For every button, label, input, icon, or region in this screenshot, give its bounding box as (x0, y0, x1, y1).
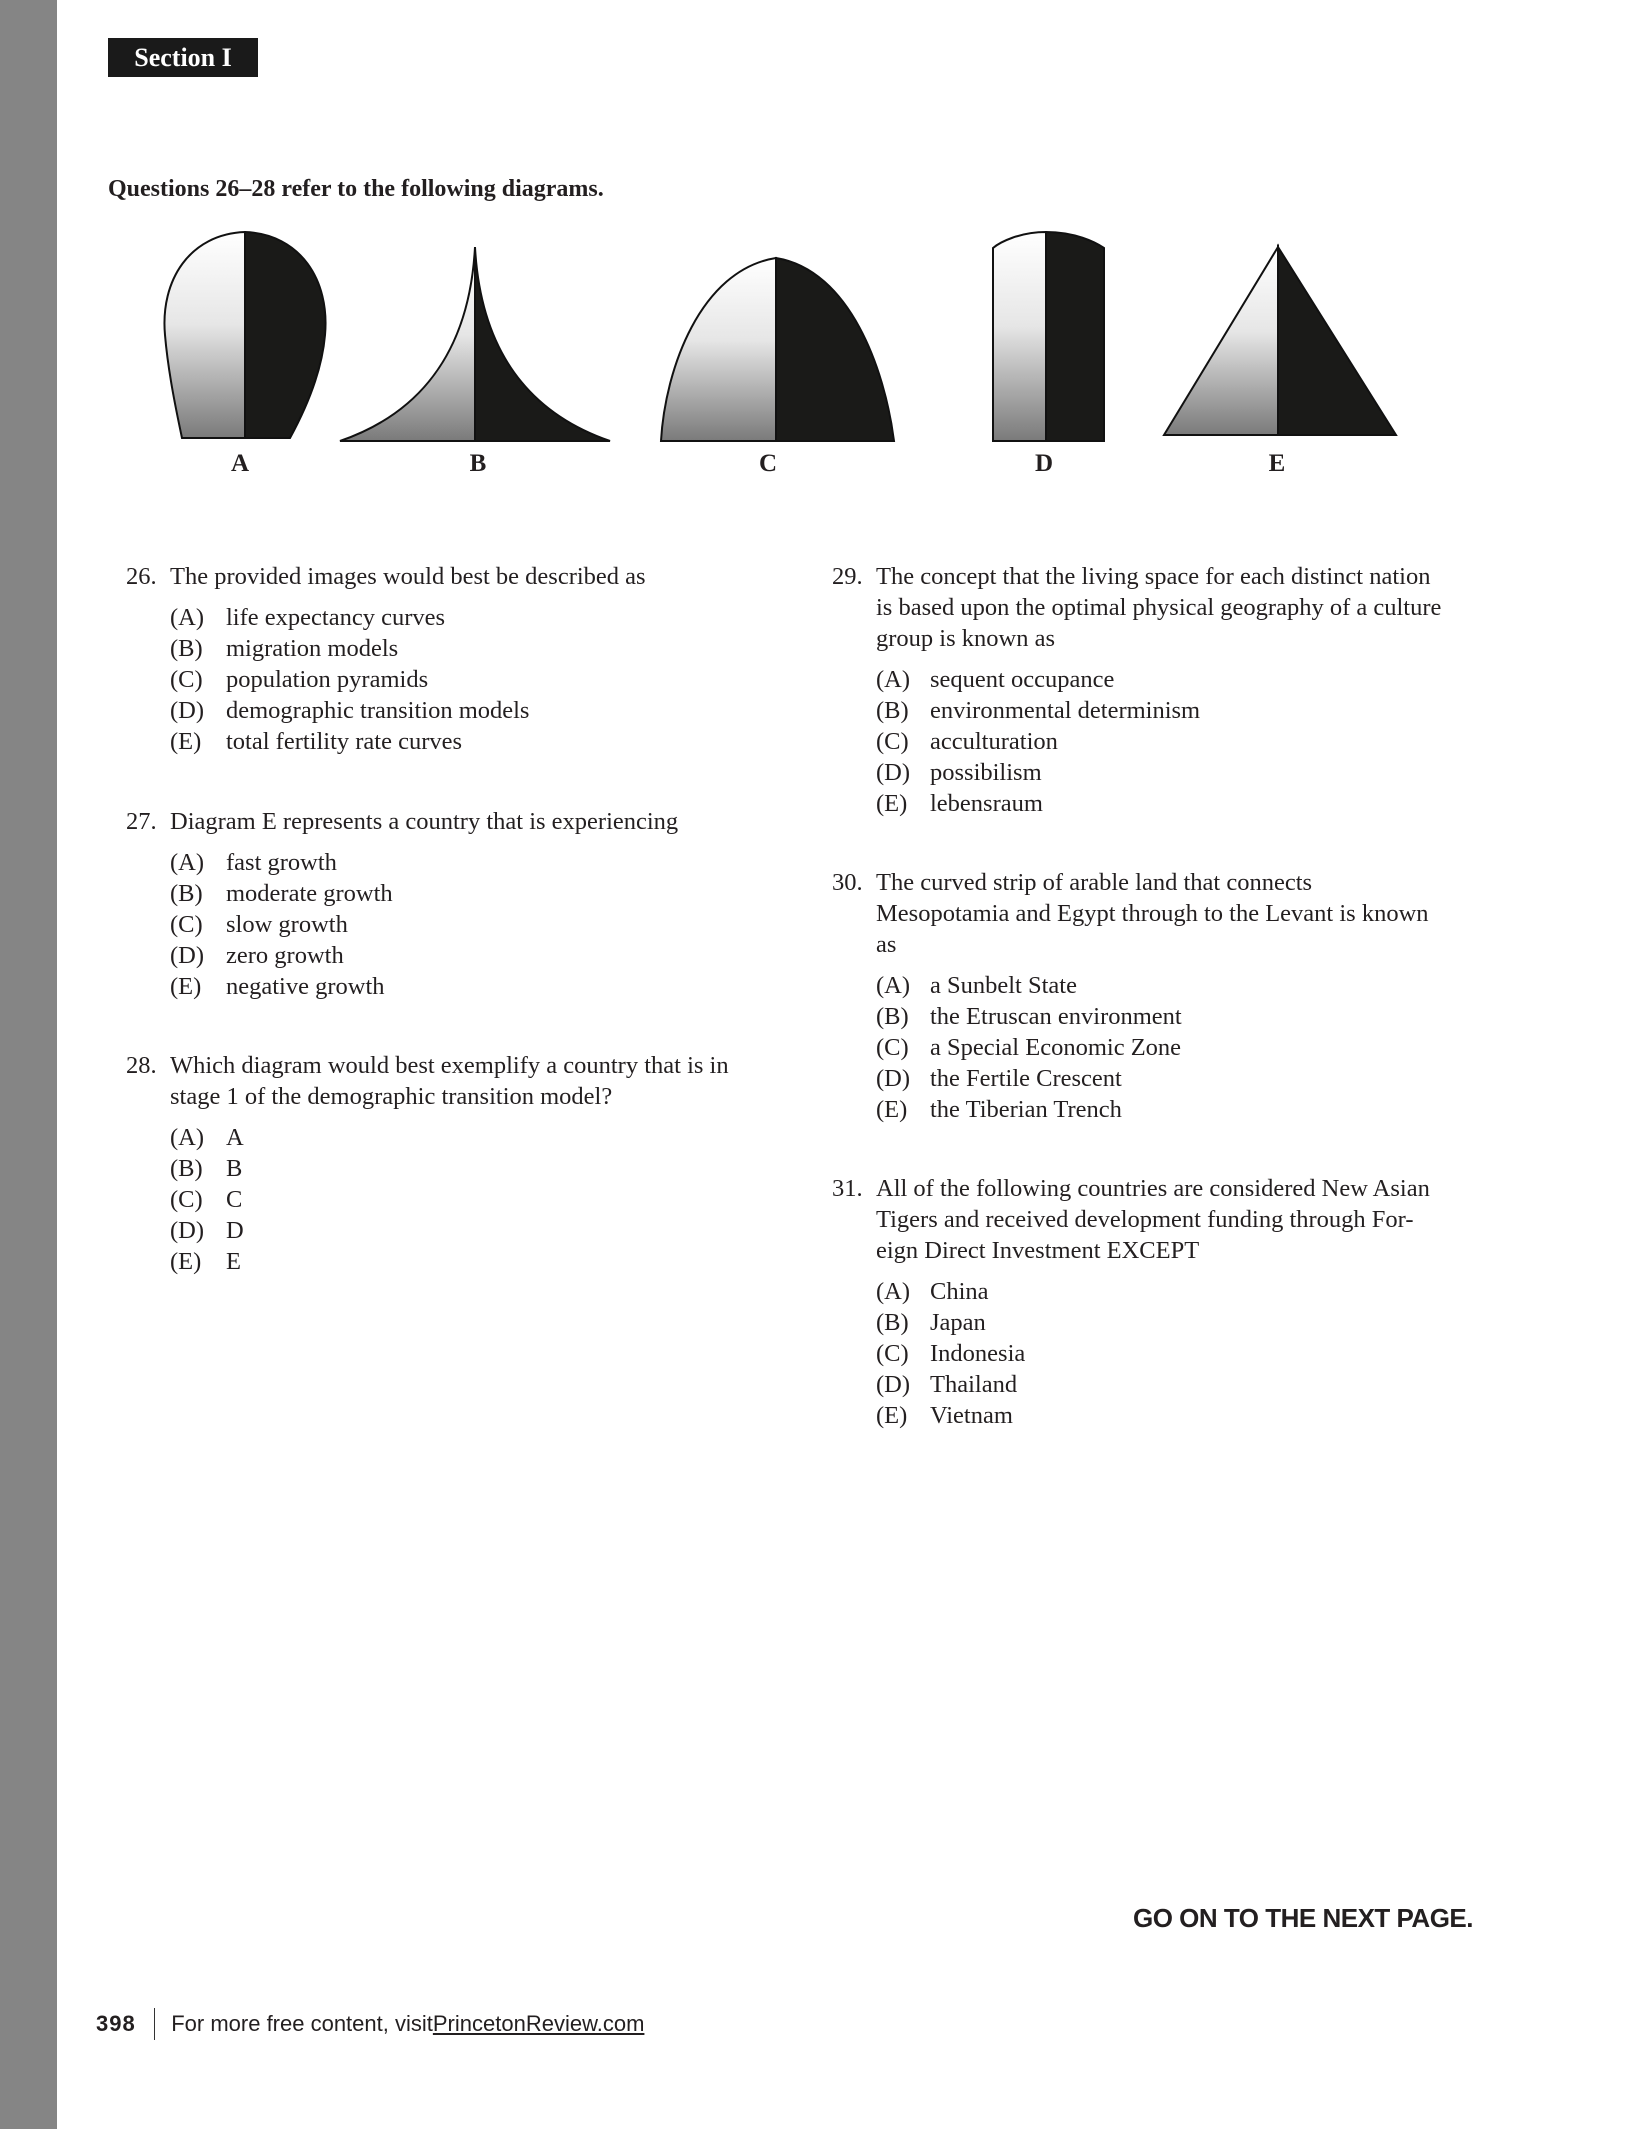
stem-line: group is known as (876, 625, 1055, 652)
option-text: C (226, 1186, 243, 1213)
option-letter: (D) (170, 942, 205, 969)
option-letter: (A) (876, 972, 911, 999)
question-stem (876, 1173, 1430, 1266)
diagram-label-e: E (1268, 450, 1286, 477)
option-text: Indonesia (930, 1340, 1026, 1367)
option-letter: (A) (170, 1124, 205, 1151)
option-text: B (226, 1155, 243, 1182)
stem-line: Which diagram would best exemplify a country that is in (170, 1052, 729, 1079)
option-letter: (D) (170, 1217, 205, 1244)
option-letter: (E) (170, 973, 202, 1000)
option-letter: (A) (170, 849, 205, 876)
option-text: the Etruscan environment (930, 1003, 1182, 1030)
stem-line: stage 1 of the demographic transition model? (170, 1083, 613, 1110)
option-text: E (226, 1248, 241, 1275)
option-text: negative growth (226, 973, 385, 1000)
stem-line: Tigers and received development funding through For- (876, 1206, 1414, 1233)
option-letter: (E) (170, 728, 202, 755)
option-text: acculturation (930, 728, 1058, 755)
question-stem (876, 867, 1429, 960)
option-text: Japan (930, 1309, 986, 1336)
page-number: 398 (96, 2011, 136, 2036)
stem-line: Mesopotamia and Egypt through to the Levant is known (876, 900, 1429, 927)
population-pyramid-diagrams (0, 220, 1640, 460)
footer (96, 2008, 644, 2040)
diagram-b (340, 247, 610, 441)
option-letter: (C) (876, 728, 909, 755)
option-letter: (A) (170, 604, 205, 631)
option-text: demographic transition models (226, 697, 530, 724)
option-text: Thailand (930, 1371, 1018, 1398)
question-stem (170, 1050, 729, 1112)
diagram-label-b: B (469, 450, 487, 477)
option-letter: (D) (876, 1371, 911, 1398)
option-letter: (B) (876, 1003, 909, 1030)
option-letter: (E) (876, 1096, 908, 1123)
option-letter: (B) (170, 1155, 203, 1182)
option-text: a Special Economic Zone (930, 1034, 1182, 1061)
diagram-label-c: C (758, 450, 778, 477)
option-letter: (C) (170, 1186, 203, 1213)
section-label: Section I (108, 38, 258, 77)
diagram-c (661, 258, 894, 441)
option-text: the Fertile Crescent (930, 1065, 1122, 1092)
option-text: migration models (226, 635, 399, 662)
diagram-d (993, 232, 1104, 441)
option-letter: (A) (876, 1278, 911, 1305)
diagram-a (164, 232, 325, 438)
option-letter: (E) (876, 790, 908, 817)
question-number: 26. (126, 563, 157, 590)
option-text: possibilism (930, 759, 1042, 786)
option-text: China (930, 1278, 989, 1305)
question-stem (170, 561, 646, 592)
option-text: population pyramids (226, 666, 429, 693)
option-letter: (C) (170, 666, 203, 693)
stem-line: eign Direct Investment EXCEPT (876, 1237, 1200, 1264)
question-stem (876, 561, 1441, 654)
option-text: fast growth (226, 849, 337, 876)
option-letter: (D) (876, 1065, 911, 1092)
question-number: 28. (126, 1052, 157, 1079)
diagram-label-d: D (1034, 450, 1054, 477)
option-letter: (A) (876, 666, 911, 693)
question-number: 29. (832, 563, 863, 590)
option-text: zero growth (226, 942, 344, 969)
option-letter: (B) (876, 697, 909, 724)
option-letter: (C) (170, 911, 203, 938)
option-text: lebensraum (930, 790, 1043, 817)
option-text: total fertility rate curves (226, 728, 463, 755)
option-text: the Tiberian Trench (930, 1096, 1122, 1123)
option-text: A (226, 1124, 244, 1151)
option-letter: (B) (170, 880, 203, 907)
option-letter: (D) (876, 759, 911, 786)
option-text: environmental determinism (930, 697, 1201, 724)
option-text: a Sunbelt State (930, 972, 1077, 999)
stem-line: Diagram E represents a country that is experiencing (170, 808, 679, 835)
option-letter: (D) (170, 697, 205, 724)
stem-line: The concept that the living space for each distinct nation (876, 563, 1431, 590)
option-text: moderate growth (226, 880, 393, 907)
option-text: Vietnam (930, 1402, 1013, 1429)
stem-line: as (876, 931, 897, 958)
stem-line: is based upon the optimal physical geography of a culture (876, 594, 1442, 621)
go-on-notice: GO ON TO THE NEXT PAGE. (1132, 1903, 1473, 1933)
option-letter: (C) (876, 1034, 909, 1061)
question-number: 27. (126, 808, 157, 835)
option-letter: (B) (876, 1309, 909, 1336)
stem-line: The provided images would best be described as (170, 563, 646, 590)
question-stem (170, 806, 678, 837)
footer-divider (154, 2008, 156, 2040)
option-letter: (E) (876, 1402, 908, 1429)
option-text: slow growth (226, 911, 348, 938)
question-number: 31. (832, 1175, 863, 1202)
option-text: life expectancy curves (226, 604, 446, 631)
diagrams-intro: Questions 26–28 refer to the following diagrams. (108, 176, 604, 202)
option-letter: (E) (170, 1248, 202, 1275)
diagram-e (1164, 247, 1396, 435)
princeton-review-link[interactable]: PrincetonReview.com (432, 2011, 645, 2036)
option-letter: (C) (876, 1340, 909, 1367)
stem-line: The curved strip of arable land that connects (876, 869, 1313, 896)
option-letter: (B) (170, 635, 203, 662)
option-text: D (226, 1217, 244, 1244)
stem-line: All of the following countries are considered New Asian (876, 1175, 1430, 1202)
diagram-label-a: A (230, 450, 250, 477)
option-text: sequent occupance (930, 666, 1115, 693)
question-number: 30. (832, 869, 863, 896)
footer-text: For more free content, visit (171, 2011, 433, 2036)
